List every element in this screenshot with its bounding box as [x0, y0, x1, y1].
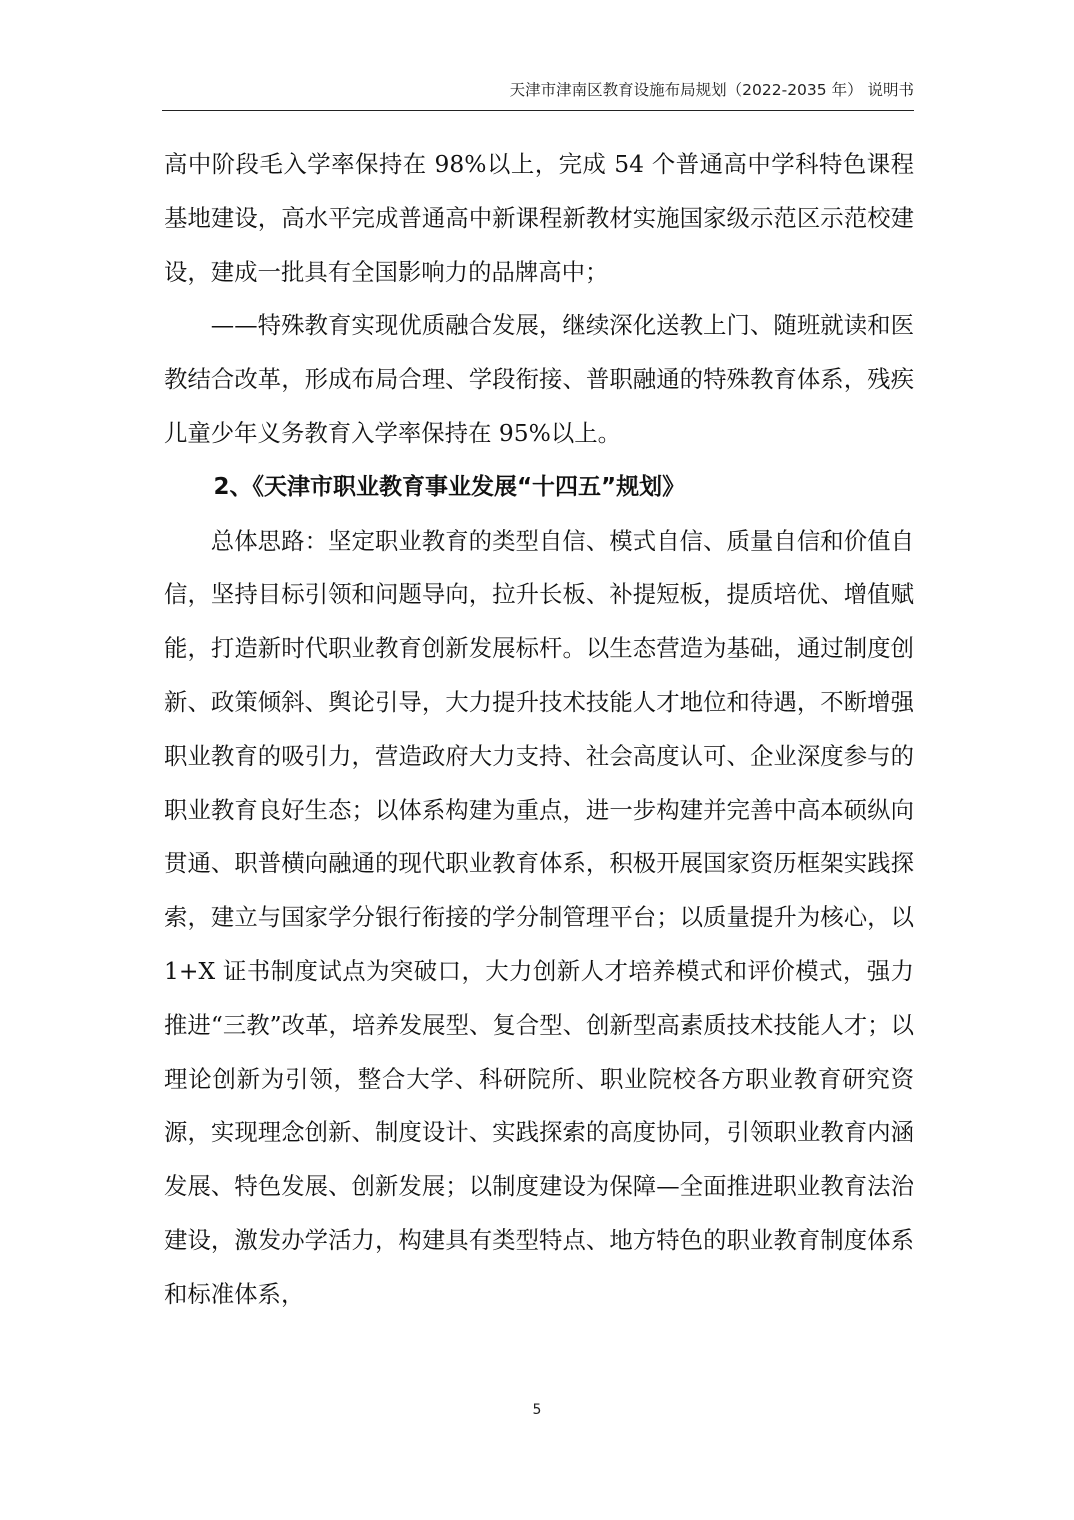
paragraph-overall-approach: 总体思路：坚定职业教育的类型自信、模式自信、质量自信和价值自信，坚持目标引领和问题导向，拉升长板、补提短板，提质培优、增值赋能，打造新时代职业教育创新发展标杆。以生态营造为基础，通过制度创新、政策倾斜、舆论引导，大力提升技术技能人才地位和待遇，不断增强职业教育的吸引力，营造政府大力支持、社会高度认可、企业深度参与的职业教育良好生态；以体系构建为重点，进一步构建并完善中高本硕纵向贯通、职普横向融通的现代职业教育体系，积极开展国家资历框架实践探索，建立与国家学分银行衔接的学分制管理平台；以质量提升为核心，以 1+X 证书制度试点为突破口，大力创新人才培养模式和评价模式，强力推进“三教”改革，培养发展型、复合型、创新型高素质技术技能人才；以理论创新为引领，整合大学、科研院所、职业院校各方职业教育研究资源，实现理念创新、制度设计、实践探索的高度协同，引领职业教育内涵发展、特色发展、创新发展；以制度建设为保障—全面推进职业教育法治建设，激发办学活力，构建具有类型特点、地方特色的职业教育制度体系和标准体系， [164, 526, 914, 1308]
paragraph-special-education: ——特殊教育实现优质融合发展，继续深化送教上门、随班就读和医教结合改革，形成布局合理、学段衔接、普职融通的特殊教育体系，残疾儿童少年义务教育入学率保持在 95%以上。 [164, 311, 914, 447]
document-title: 天津市津南区教育设施布局规划（2022-2035 年） 说明书 [509, 81, 914, 99]
paragraph-continuation: 高中阶段毛入学率保持在 98%以上，完成 54 个普通高中学科特色课程基地建设，高水平完成普通高中新课程新教材实施国家级示范区示范校建设，建成一批具有全国影响力的品牌高中； [164, 150, 914, 286]
page-header [162, 74, 914, 111]
page-number: 5 [532, 1402, 542, 1418]
document-body [164, 138, 914, 1322]
section-heading: 2、《天津市职业教育事业发展“十四五”规划》 [213, 473, 686, 500]
